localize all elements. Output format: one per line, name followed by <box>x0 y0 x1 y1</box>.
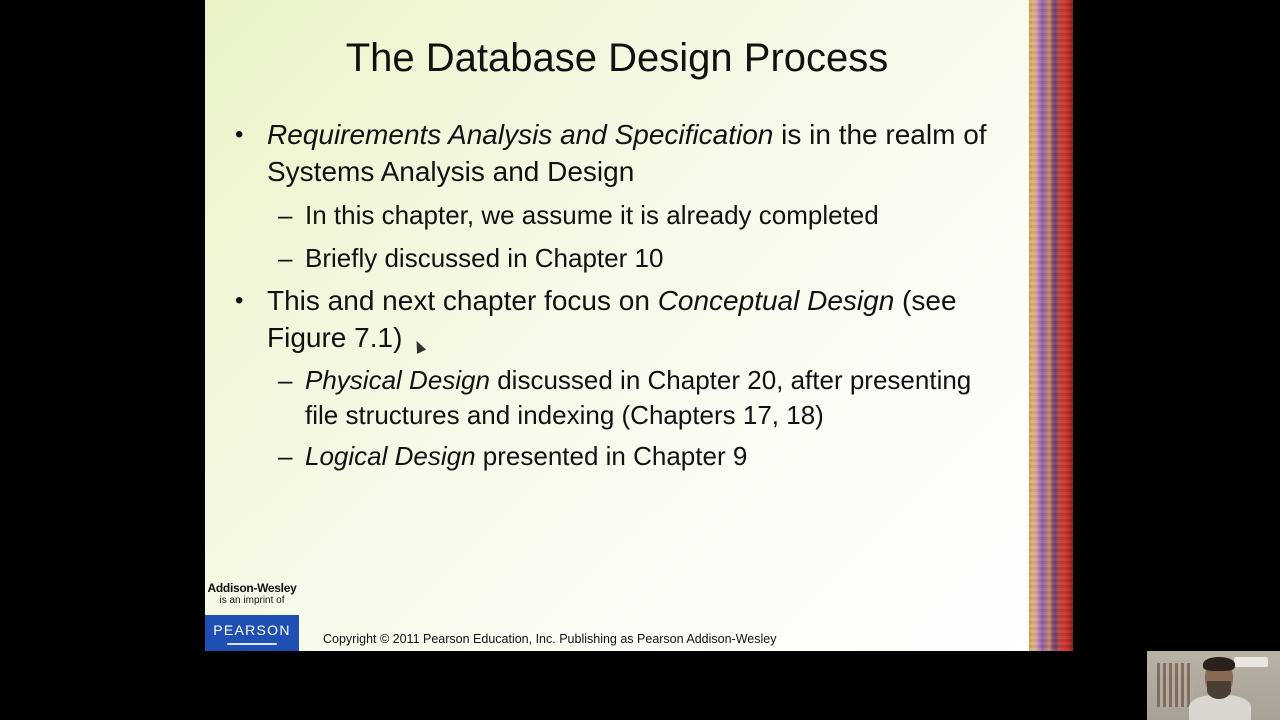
subbullet-text: Briefly discussed in Chapter 10 <box>305 243 664 273</box>
addison-wesley-logo <box>205 582 299 606</box>
bullet-marker: • <box>235 121 244 148</box>
subbullet-text: In this chapter, we assume it is already completed <box>305 200 879 230</box>
subbullet-physical-design <box>235 363 995 433</box>
dash-marker: – <box>278 243 293 273</box>
slide-title: The Database Design Process <box>345 36 889 80</box>
subbullet-logical-design <box>235 439 995 474</box>
subbullet-text: discussed in Chapter 20, after presenting file structures and indexing (Chapters 17, 18) <box>305 365 972 430</box>
presentation-slide <box>205 0 1073 651</box>
subbullet-chapter-10 <box>235 241 995 276</box>
slide-body <box>235 116 995 474</box>
background-window <box>1157 663 1193 707</box>
presenter-hair <box>1203 657 1235 671</box>
logo-subtitle: is an imprint of <box>219 595 285 606</box>
decorative-stripe <box>1029 0 1073 651</box>
pearson-logo <box>205 615 299 651</box>
subbullet-assume-completed <box>235 198 995 233</box>
bullet-marker: • <box>235 287 244 314</box>
presenter-beard <box>1207 681 1231 699</box>
subbullet-italic-term: Logical Design <box>305 441 476 471</box>
pearson-wordmark: PEARSON <box>213 622 291 638</box>
subbullet-text: presented in Chapter 9 <box>475 441 748 471</box>
bullet-text: is in the realm of Systems Analysis and Design <box>267 119 987 187</box>
copyright-notice: Copyright © 2011 Pearson Education, Inc. Publishing as Pearson Addison-Wesley <box>323 632 777 646</box>
bullet-italic-term: Requirements Analysis and Specification <box>267 119 774 150</box>
background-light <box>1234 657 1268 667</box>
dash-marker: – <box>278 441 293 471</box>
bullet-text-post: (see Figure 7.1) <box>267 285 957 353</box>
dash-marker: – <box>278 200 293 230</box>
webcam-overlay <box>1147 651 1280 720</box>
bullet-conceptual-design <box>235 282 995 356</box>
logo-name: Addison-Wesley <box>207 581 297 595</box>
bullet-text-pre: This and next chapter focus on <box>267 285 658 316</box>
dash-marker: – <box>278 365 293 395</box>
bullet-italic-term: Conceptual Design <box>657 285 895 316</box>
bullet-requirements-analysis <box>235 116 995 190</box>
subbullet-italic-term: Physical Design <box>305 365 490 395</box>
